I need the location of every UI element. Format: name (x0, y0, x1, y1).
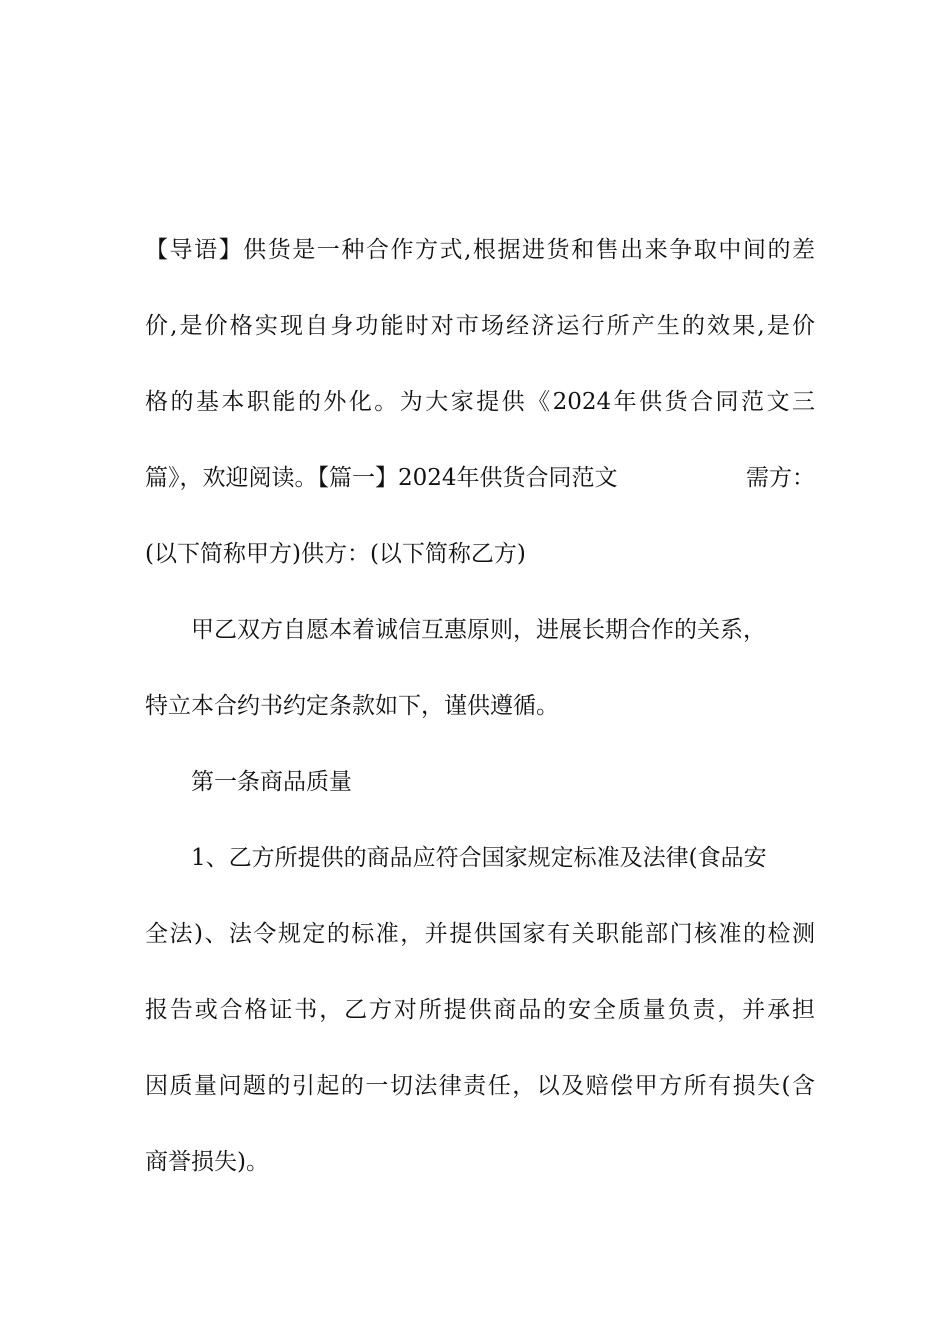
clause-1-line-1: 1、乙方所提供的商品应符合国家规定标准及法律(食品安 (191, 845, 767, 871)
paragraph-intro-line-1: 甲乙双方自愿本着诚信互惠原则，进展长期合作的关系， (191, 617, 766, 643)
clause-1-line-3: 报告或合格证书，乙方对所提供商品的安全质量负责，并承担 (145, 997, 815, 1023)
document-body (145, 227, 815, 1215)
text-line-4 (145, 455, 815, 502)
text-line-5: (以下简称甲方)供方：(以下简称乙方) (145, 541, 526, 567)
paragraph-intro-line-2: 特立本合约书约定条款如下，谨供遵循。 (145, 693, 559, 719)
clause-1-line-5: 商誉损失)。 (145, 1149, 269, 1175)
text-line-4-left: 篇》，欢迎阅读。【篇一】2024年供货合同范文 (145, 465, 618, 491)
text-line-3: 格的基本职能的外化。为大家提供《2024年供货合同范文三 (145, 389, 815, 415)
text-line-2: 价,是价格实现自身功能时对市场经济运行所产生的效果,是价 (145, 313, 815, 339)
clause-1-line-2: 全法)、法令规定的标准，并提供国家有关职能部门核准的检测 (145, 921, 815, 947)
section-heading: 第一条商品质量 (191, 769, 352, 795)
text-line-1: 【导语】供货是一种合作方式,根据进货和售出来争取中间的差 (145, 237, 815, 263)
text-line-4-right: 需方： (746, 465, 815, 491)
clause-1-line-4: 因质量问题的引起的一切法律责任，以及赔偿甲方所有损失(含 (145, 1073, 815, 1099)
